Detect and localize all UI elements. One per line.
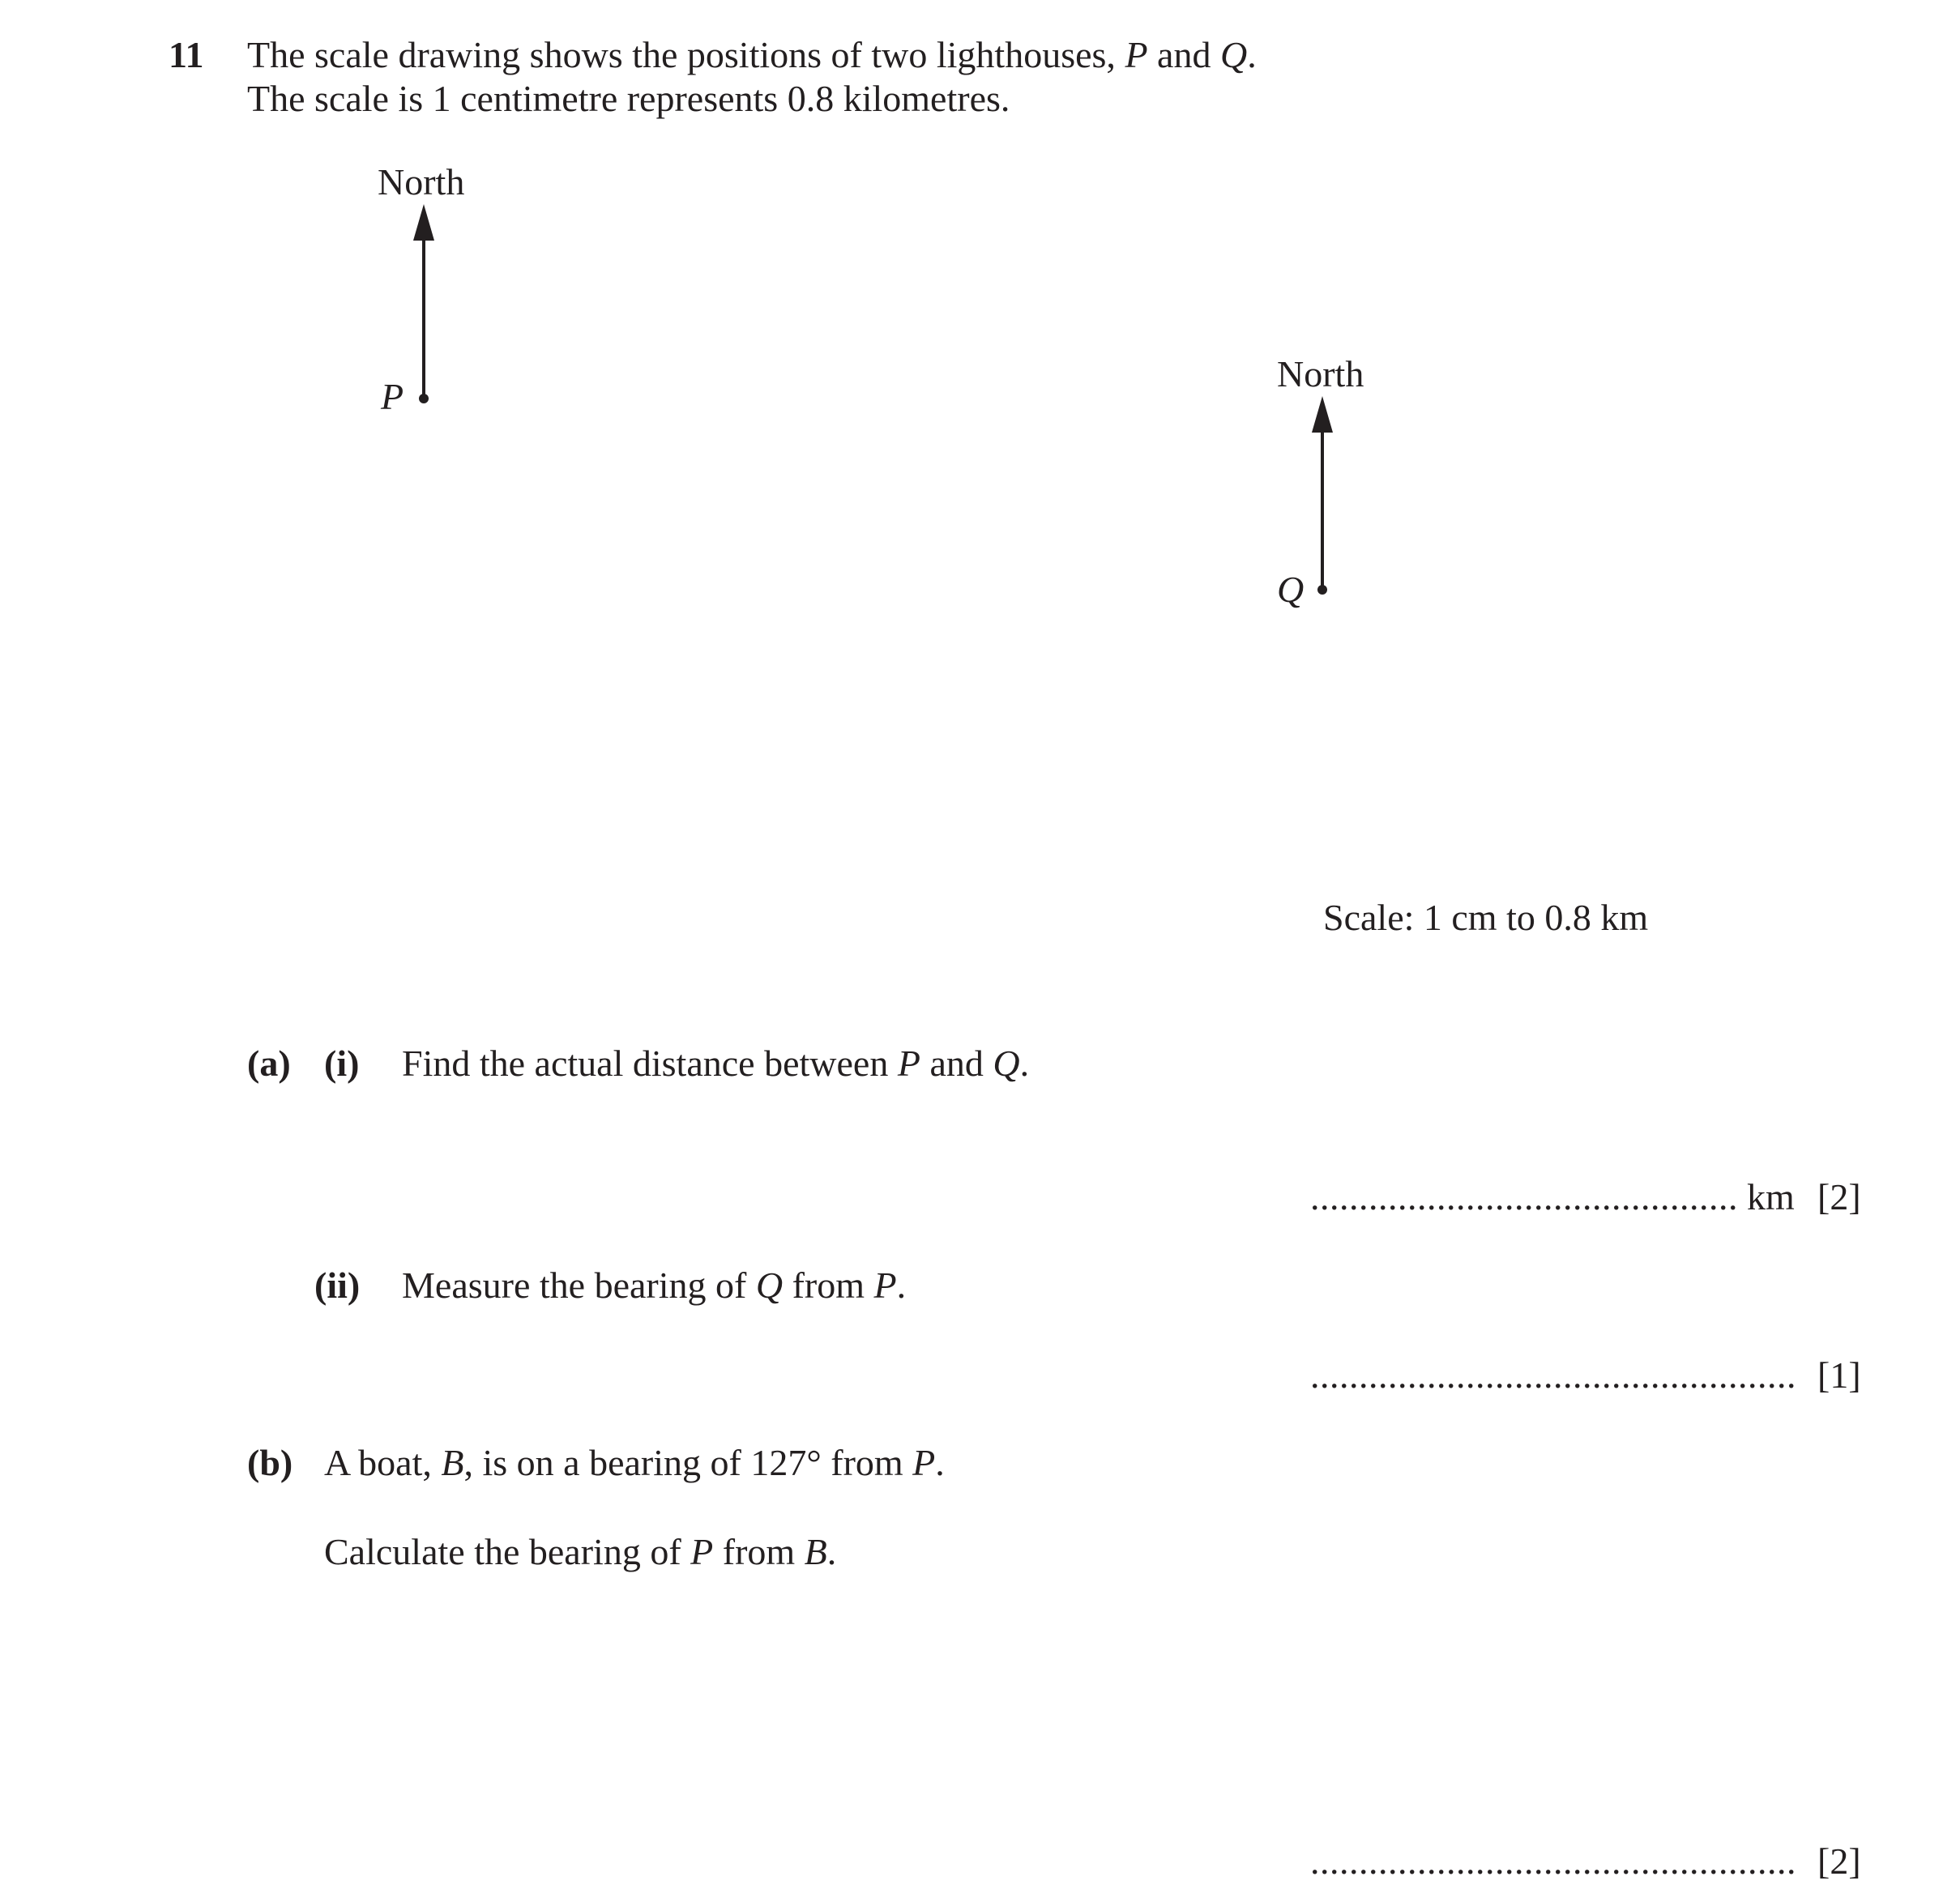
- part-b-calc-from: from: [713, 1531, 805, 1572]
- part-a-ii-from: from: [783, 1264, 874, 1306]
- part-b-calc-text: Calculate the bearing of: [324, 1531, 691, 1572]
- answer-unit-km: km: [1747, 1176, 1795, 1218]
- part-a-i-var-p: P: [897, 1043, 920, 1084]
- answer-line-b[interactable]: ..................................................: [1310, 1840, 1796, 1882]
- intro-text: The scale drawing shows the positions of two lighthouses,: [247, 34, 1125, 75]
- part-a-ii-end: .: [896, 1264, 907, 1306]
- part-a-ii-question: [402, 1264, 907, 1306]
- part-b-label: (b): [247, 1442, 293, 1483]
- marks-a-i: [2]: [1817, 1176, 1861, 1218]
- north-label-p: North: [378, 161, 465, 203]
- point-p-marker: [419, 394, 429, 403]
- part-a-i-var-q: Q: [993, 1043, 1020, 1084]
- marks-a-ii: [1]: [1817, 1354, 1861, 1396]
- question-intro-line2: The scale is 1 centimetre represents 0.8 kilometres.: [247, 78, 1010, 119]
- part-b-calc-var-p: P: [690, 1531, 714, 1572]
- part-a-i-end: .: [1019, 1043, 1030, 1084]
- intro-and: and: [1147, 34, 1220, 75]
- answer-line-a-i[interactable]: ............................................: [1310, 1176, 1738, 1218]
- part-a-i-text: Find the actual distance between: [402, 1043, 898, 1084]
- part-b-instruction: [324, 1533, 836, 1571]
- marks-b: [2]: [1817, 1840, 1861, 1882]
- intro-end: .: [1247, 34, 1257, 75]
- north-arrow-q: [1312, 396, 1333, 588]
- part-b-statement: [324, 1444, 945, 1482]
- point-q-label: Q: [1277, 569, 1305, 610]
- part-a-ii-var-p: P: [873, 1264, 897, 1306]
- part-b-calc-var-b: B: [804, 1531, 827, 1572]
- part-a-i-and: and: [920, 1043, 993, 1084]
- part-b-end: .: [935, 1442, 945, 1483]
- point-q-marker: [1317, 585, 1327, 595]
- north-label-q: North: [1277, 353, 1364, 394]
- scale-label: Scale: 1 cm to 0.8 km: [1323, 897, 1649, 938]
- question-intro-line1: [247, 36, 1257, 74]
- part-a-label: (a): [247, 1043, 291, 1084]
- question-number: 11: [169, 34, 204, 75]
- part-b-text-a: A boat,: [324, 1442, 442, 1483]
- intro-var-p: P: [1125, 34, 1148, 75]
- answer-line-a-ii[interactable]: ..................................................: [1310, 1354, 1796, 1396]
- part-b-text-c: , is on a bearing of 127° from: [463, 1442, 913, 1483]
- north-arrow-p: [413, 204, 434, 397]
- part-b-calc-end: .: [826, 1531, 837, 1572]
- part-a-i-question: [402, 1045, 1029, 1082]
- part-a-ii-label: (ii): [314, 1264, 361, 1306]
- point-p-label: P: [381, 376, 404, 417]
- part-b-var-b: B: [441, 1442, 464, 1483]
- intro-var-q: Q: [1219, 34, 1248, 75]
- part-a-i-label: (i): [324, 1043, 360, 1084]
- part-a-ii-var-q: Q: [755, 1264, 784, 1306]
- part-b-var-p: P: [912, 1442, 936, 1483]
- part-a-ii-text: Measure the bearing of: [402, 1264, 756, 1306]
